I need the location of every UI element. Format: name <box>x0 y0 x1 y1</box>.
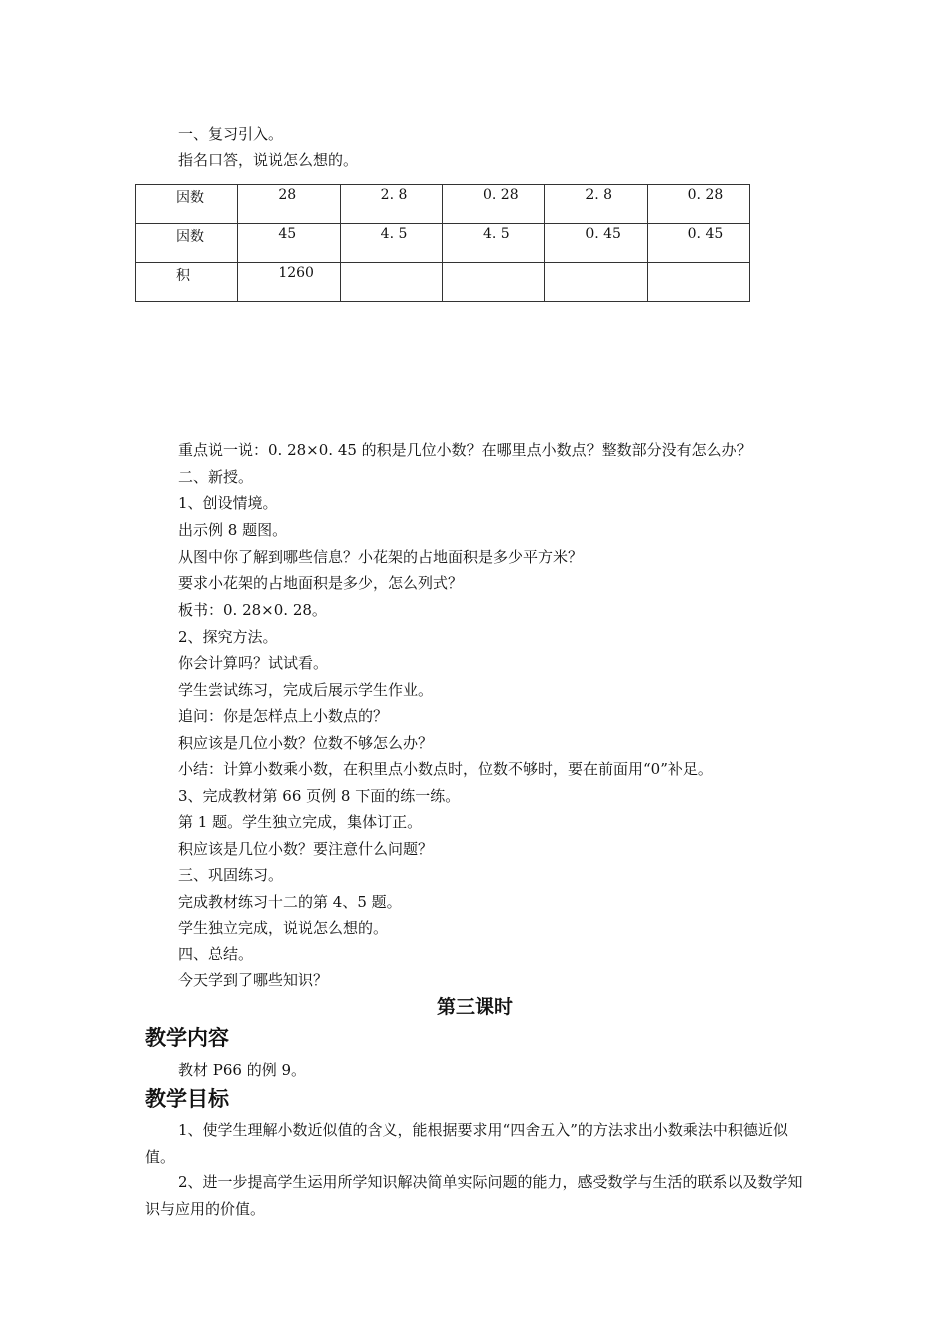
table-cell <box>647 263 749 302</box>
table-cell: 45 <box>238 224 340 263</box>
wrapup-question: 今天学到了哪些知识？ <box>178 971 329 989</box>
show-figure: 出示例 8 题图。 <box>178 521 288 539</box>
row-label: 因数 <box>136 185 238 224</box>
step-3: 3、完成教材第 66 页例 8 下面的练一练。 <box>178 787 461 805</box>
question-2: 要求小花架的占地面积是多少，怎么列式？ <box>178 574 464 592</box>
content-text: 教材 P66 的例 9。 <box>178 1061 307 1079</box>
row-label: 积 <box>136 263 238 302</box>
step-1: 1、创设情境。 <box>178 494 278 512</box>
summary-line: 小结：计算小数乘小数，在积里点小数点时，位数不够时，要在前面用“0”补足。 <box>178 760 713 778</box>
question-1: 从图中你了解到哪些信息？小花架的占地面积是多少平方米？ <box>178 548 584 566</box>
review-prompt: 指名口答，说说怎么想的。 <box>178 151 359 169</box>
table-row <box>136 224 750 263</box>
practice-line: 学生尝试练习，完成后展示学生作业。 <box>178 681 434 699</box>
section-heading-consolidate: 三、巩固练习。 <box>178 866 284 884</box>
table-row <box>136 263 750 302</box>
table-cell: 0. 45 <box>545 224 647 263</box>
board-note: 板书：0. 28×0. 28。 <box>178 601 327 619</box>
table-cell: 2. 8 <box>340 185 442 224</box>
table-cell: 2. 8 <box>545 185 647 224</box>
review-table <box>135 184 750 302</box>
table-cell: 0. 28 <box>442 185 544 224</box>
consolidate-task: 完成教材练习十二的第 4、5 题。 <box>178 893 402 911</box>
table-cell: 1260 <box>238 263 340 302</box>
table-cell: 0. 28 <box>647 185 749 224</box>
goals-heading: 教学目标 <box>145 1086 229 1111</box>
step-2: 2、探究方法。 <box>178 628 278 646</box>
consolidate-independent: 学生独立完成，说说怎么想的。 <box>178 919 389 937</box>
lesson-title: 第三课时 <box>436 996 513 1018</box>
row-label: 因数 <box>136 224 238 263</box>
table-cell <box>545 263 647 302</box>
digits-line: 积应该是几位小数？位数不够怎么办？ <box>178 734 434 752</box>
table-cell: 4. 5 <box>340 224 442 263</box>
table-cell <box>340 263 442 302</box>
note-line: 积应该是几位小数？要注意什么问题？ <box>178 840 434 858</box>
goal-1: 1、使学生理解小数近似值的含义，能根据要求用“四舍五入”的方法求出小数乘法中积德近似值。 <box>145 1121 788 1166</box>
goal-2: 2、进一步提高学生运用所学知识解决简单实际问题的能力，感受数学与生活的联系以及数学知识与应用的价值。 <box>145 1173 803 1218</box>
table-cell: 28 <box>238 185 340 224</box>
table-cell: 0. 45 <box>647 224 749 263</box>
try-line: 你会计算吗？试试看。 <box>178 654 329 672</box>
table-cell <box>442 263 544 302</box>
table-cell: 4. 5 <box>442 224 544 263</box>
review-focus: 重点说一说：0. 28×0. 45 的积是几位小数？在哪里点小数点？整数部分没有怎么办？ <box>178 441 752 459</box>
table-row <box>136 185 750 224</box>
section-heading-wrapup: 四、总结。 <box>178 945 254 963</box>
exercise-1: 第 1 题。学生独立完成，集体订正。 <box>178 813 423 831</box>
section-heading-new: 二、新授。 <box>178 468 254 486</box>
ask-line: 追问：你是怎样点上小数点的？ <box>178 707 389 725</box>
content-heading: 教学内容 <box>145 1025 229 1050</box>
section-heading-review: 一、复习引入。 <box>178 125 284 143</box>
